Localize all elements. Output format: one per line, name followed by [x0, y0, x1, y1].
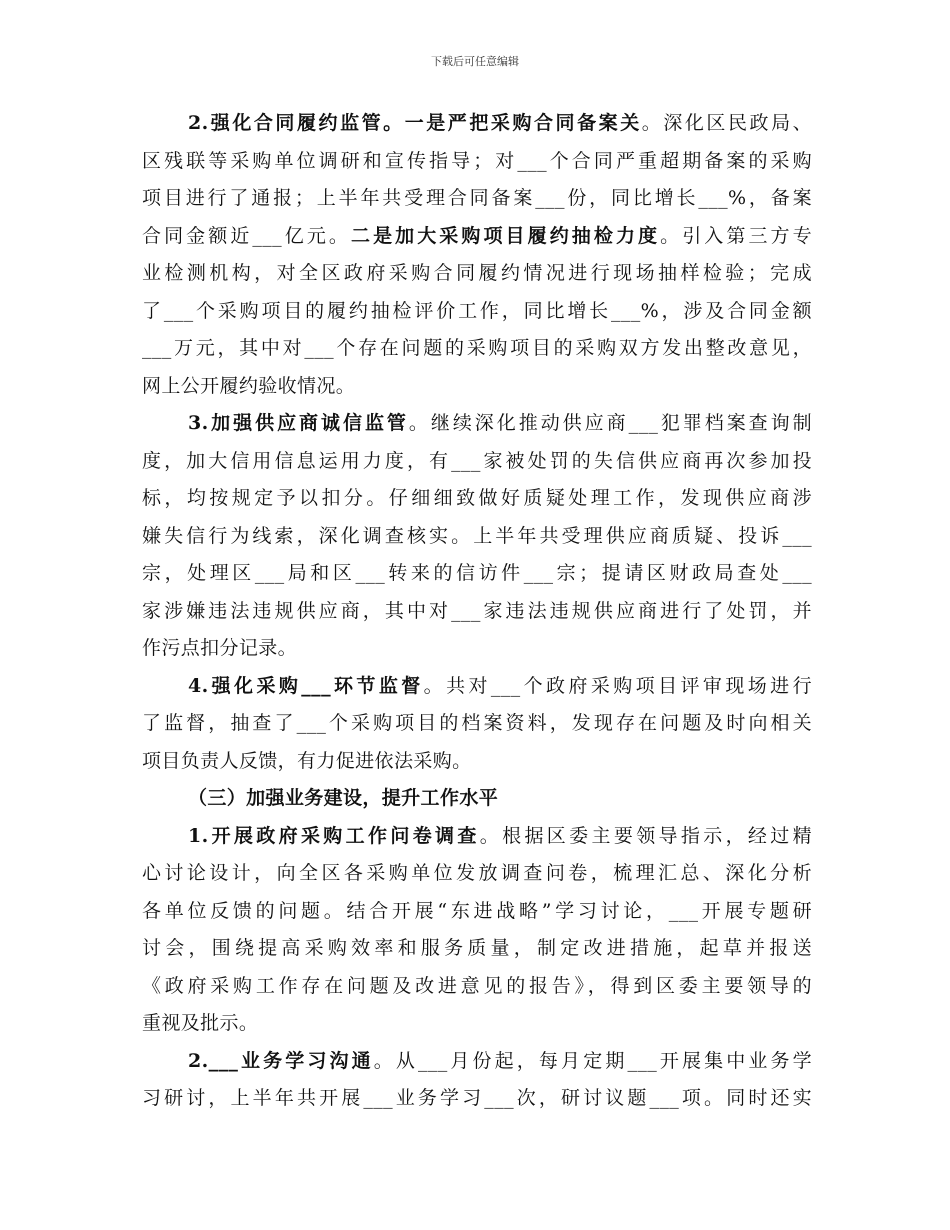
text-run: 重视及批示。	[142, 1012, 259, 1034]
para-contract-supervision-line	[142, 330, 812, 368]
text-run: 了___个采购项目的履约抽检评价工作，同比增长___%，涉及合同金额	[142, 299, 812, 322]
bold-text-run: 1.开展政府采购工作问卷调查	[188, 824, 480, 847]
text-run: 心讨论设计，向全区各采购单位发放调查问卷，梳理汇总、深化分析	[142, 862, 812, 884]
para-supplier-credit-line	[142, 443, 812, 481]
text-run: 度，加大信用信息运用力度，有___家被处罚的失信供应商再次参加投	[142, 449, 812, 472]
text-run: 合同金额近___亿元。	[142, 224, 351, 247]
para-questionnaire-line	[142, 930, 812, 968]
para-questionnaire-line	[142, 968, 812, 1006]
text-run: 项目负责人反馈，有力促进依法采购。	[142, 749, 472, 772]
text-run: 各单位反馈的问题。结合开展“东进战略”学习讨论，___开展专题研	[142, 899, 812, 922]
text-run: 项目进行了通报；上半年共受理合同备案___份，同比增长___%，备案	[142, 187, 812, 209]
para-supplier-credit-line	[142, 405, 812, 443]
para-questionnaire-line	[142, 855, 812, 893]
page-header: 下载后可任意编辑	[431, 55, 519, 68]
para-supplier-credit-line	[142, 518, 812, 556]
text-run: 了监督，抽查了___个采购项目的档案资料，发现存在问题及时向相关	[142, 712, 812, 734]
text-run: ___万元，其中对___个存在问题的采购项目的采购双方发出整改意见，	[142, 337, 812, 359]
text-run: 宗，处理区___局和区___转来的信访件___宗；提请区财政局查处___	[142, 562, 812, 584]
para-supplier-credit-line	[142, 593, 812, 631]
section-heading	[142, 780, 812, 818]
para-procurement-stage-line	[142, 668, 812, 706]
para-supplier-credit-line	[142, 480, 812, 518]
para-contract-supervision-line	[142, 180, 812, 218]
text-run: 。共对___个政府采购项目评审现场进行	[423, 674, 812, 697]
para-questionnaire-line	[142, 893, 812, 931]
para-contract-supervision-line	[142, 293, 812, 331]
para-contract-supervision-line	[142, 368, 812, 406]
para-questionnaire-line	[142, 1005, 812, 1043]
bold-text-run: 3.加强供应商诚信监管	[188, 412, 409, 434]
para-supplier-credit-line	[142, 555, 812, 593]
text-run: 区残联等采购单位调研和宣传指导；对___个合同严重超期备案的采购	[142, 149, 812, 172]
bold-text-run: 2.___业务学习沟通	[188, 1049, 374, 1072]
text-run: 作污点扣分记录。	[142, 637, 298, 659]
text-run: 。根据区委主要领导指示，经过精	[479, 824, 813, 847]
para-supplier-credit-line	[142, 630, 812, 668]
para-study-line	[142, 1080, 812, 1118]
text-run: 《政府采购工作存在问题及改进意见的报告》，得到区委主要领导的	[142, 974, 812, 997]
text-run: 家涉嫌违法违规供应商，其中对___家违法违规供应商进行了处罚，并	[142, 599, 812, 622]
text-run: 。深化区民政局、	[641, 112, 812, 134]
bold-text-run: （三）加强业务建设，提升工作水平	[188, 787, 499, 809]
para-contract-supervision-line	[142, 105, 812, 143]
para-contract-supervision-line	[142, 218, 812, 256]
para-questionnaire-line	[142, 818, 812, 856]
para-contract-supervision-line	[142, 255, 812, 293]
text-run: 网上公开履约验收情况。	[142, 374, 356, 397]
text-run: 。继续深化推动供应商___犯罪档案查询制	[408, 412, 813, 434]
bold-text-run: 二是加大采购项目履约抽检力度	[350, 224, 661, 247]
para-procurement-stage-line	[142, 743, 812, 781]
para-study-line	[142, 1043, 812, 1081]
text-run: 讨会，围绕提高采购效率和服务质量，制定改进措施，起草并报送	[142, 937, 812, 959]
document-body	[142, 105, 812, 1118]
bold-text-run: 4.强化采购___环节监督	[188, 674, 424, 697]
text-run: 。从___月份起，每月定期___开展集中业务学	[373, 1049, 812, 1072]
para-procurement-stage-line	[142, 705, 812, 743]
text-run: 业检测机构，对全区政府采购合同履约情况进行现场抽样检验；完成	[142, 262, 812, 284]
bold-text-run: 2.强化合同履约监管。一是严把采购合同备案关	[188, 112, 642, 134]
text-run: 嫌失信行为线索，深化调查核实。上半年共受理供应商质疑、投诉___	[142, 524, 812, 547]
text-run: 标，均按规定予以扣分。仔细细致做好质疑处理工作，发现供应商涉	[142, 487, 812, 509]
text-run: 习研讨，上半年共开展___业务学习___次，研讨议题___项。同时还实	[142, 1087, 812, 1109]
text-run: 。引入第三方专	[660, 224, 812, 247]
para-contract-supervision-line	[142, 143, 812, 181]
